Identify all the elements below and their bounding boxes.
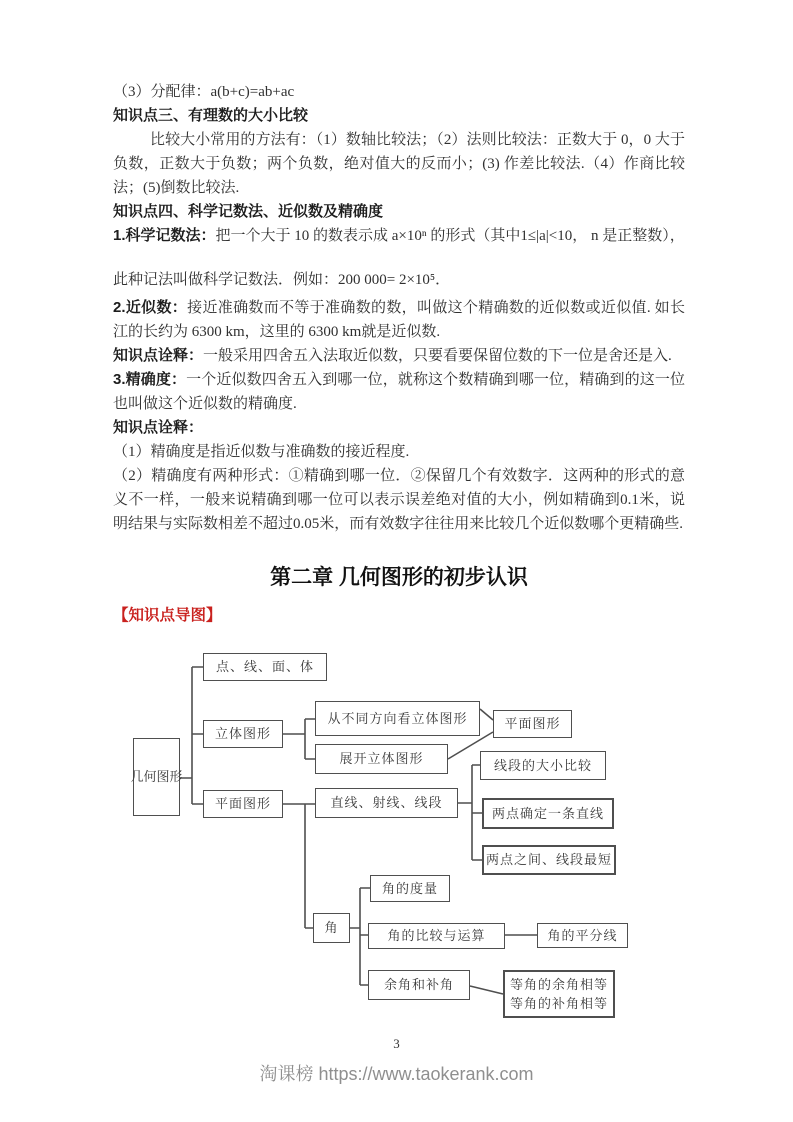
node-view-solid-from-directions: 从不同方向看立体图形 <box>315 701 480 736</box>
site-footer-text: 淘课榜 https://www.taokerank.com <box>259 1064 534 1084</box>
note1-text: 一般采用四舍五入法取近似数，只要看要保留位数的下一位是舍还是入. <box>203 348 672 364</box>
node-angle-measure: 角的度量 <box>370 875 450 902</box>
note2-lead: 知识点诠释： <box>113 419 204 436</box>
scientific-notation-line <box>113 224 685 248</box>
node-angle-bisector: 角的平分线 <box>537 923 628 948</box>
note2-item2: （2）精确度有两种形式：①精确到哪一位．②保留几个有效数字．这两种的形式的意义不一样，一般来说精确到哪一位可以表示误差绝对值的大小，例如精确到0.1米，说明结果与实际数相差不超过0.05米，而有效数字往往用来比较几个近似数哪个更精确些. <box>113 468 685 532</box>
node-segment-compare: 线段的大小比较 <box>480 751 606 780</box>
node-angle: 角 <box>313 913 350 943</box>
node-shortest-segment: 两点之间、线段最短 <box>482 845 616 875</box>
chapter-title: 第二章 几何图形的初步认识 <box>270 566 528 589</box>
precision-line <box>113 368 685 416</box>
kp4-heading: 知识点四、科学记数法、近似数及精确度 <box>113 203 384 220</box>
node-geometric-figures: 几何图形 <box>133 738 180 816</box>
node-plane-figures: 平面图形 <box>203 790 283 818</box>
scientific-notation-example: 此种记法叫做科学记数法．例如：200 000= 2×10⁵． <box>113 272 451 288</box>
equal-supplement-text: 等角的补角相等 <box>509 996 608 1011</box>
node-point-line-face-solid: 点、线、面、体 <box>203 653 327 681</box>
note2-item1: （1）精确度是指近似数与准确数的接近程度. <box>113 444 410 460</box>
approximate-number-text: 接近准确数而不等于准确数的数，叫做这个精确数的近似数或近似值. 如长江的长约为 6300 km，这里的 6300 km就是近似数. <box>113 300 685 340</box>
kp3-heading: 知识点三、有理数的大小比较 <box>113 107 309 124</box>
distributive-law-line: （3）分配律：a(b+c)=ab+ac <box>113 84 295 100</box>
precision-text: 一个近似数四舍五入到哪一位，就称这个数精确到哪一位，精确到的这一位也叫做这个近似数的精确度. <box>113 372 685 412</box>
node-line-ray-segment: 直线、射线、线段 <box>315 788 458 818</box>
knowledge-map-label: 【知识点导图】 <box>113 607 222 624</box>
node-two-points-determine-line: 两点确定一条直线 <box>482 798 614 829</box>
scientific-notation-text: 把一个大于 10 的数表示成 a×10ⁿ 的形式（其中1≤|a|<10， n 是正整数）， <box>215 228 685 244</box>
kp3-paragraph: 比较大小常用的方法有：（1）数轴比较法；（2）法则比较法：正数大于 0，0 大于负数，正数大于负数；两个负数，绝对值大的反而小；(3) 作差比较法.（4）作商比较法；(5)倒数比较法. <box>113 132 685 196</box>
node-plane-figures-right: 平面图形 <box>493 710 572 738</box>
node-solid-figures: 立体图形 <box>203 720 283 748</box>
equal-complement-text: 等角的余角相等 <box>509 977 608 992</box>
scientific-notation-lead: 1.科学记数法： <box>113 227 216 244</box>
approximate-number-lead: 2.近似数： <box>113 299 188 316</box>
node-complementary-supplementary: 余角和补角 <box>368 970 470 1000</box>
page-number: 3 <box>393 1036 400 1051</box>
node-equal-angles-theorem <box>503 970 615 1018</box>
approximate-number-line <box>113 296 685 344</box>
note1-lead: 知识点诠释： <box>113 347 204 364</box>
node-unfold-solid: 展开立体图形 <box>315 744 448 774</box>
note1-line <box>113 344 685 368</box>
knowledge-map-diagram <box>130 648 640 1030</box>
node-angle-compare-operations: 角的比较与运算 <box>368 923 505 949</box>
document-body <box>113 80 685 1030</box>
precision-lead: 3.精确度： <box>113 371 187 388</box>
